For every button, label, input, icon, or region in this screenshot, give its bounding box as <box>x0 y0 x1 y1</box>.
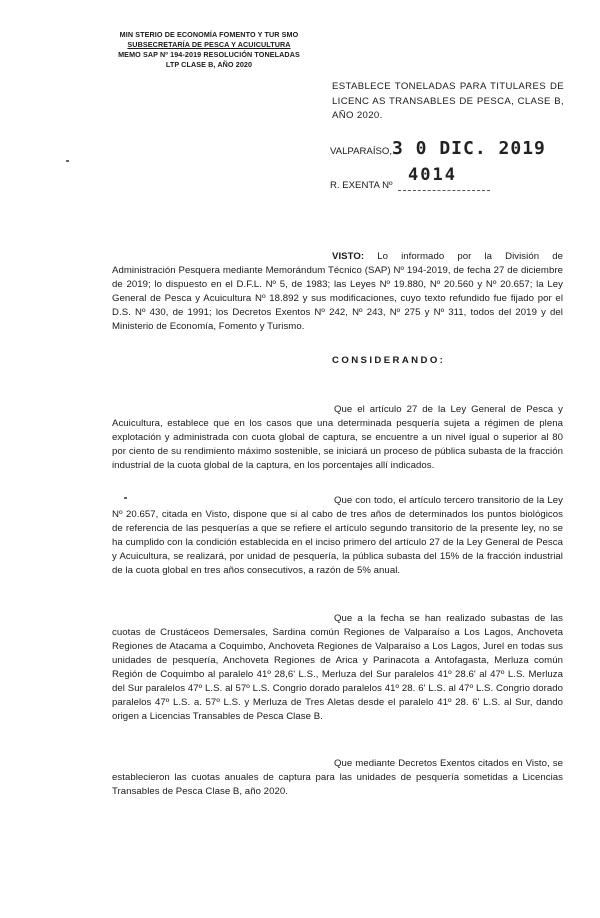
memo-reference: MEMO SAP Nº 194-2019 RESOLUCIÓN TONELADAS <box>118 50 300 59</box>
considerando-paragraph: Que con todo, el artículo tercero transitorio de la Ley Nº 20.657, citada en Visto, dispone que si al cabo de tres años de determinados los puntos biológicos de referencia de las pesquerías a que se refiere el artículo segundo transitorio de la presente ley, no se ha cumplido con la condición establecida en el inciso primero del artículo 27 de la Ley General de Pesca y Acuicultura, se realizará, por unidad de pesquería, la pública subasta del 15% de la fracción industrial de la cuota global en tres años consecutivos, a razón de 5% anual. <box>112 495 563 576</box>
subsecretaria-name: SUBSECRETARÍA DE PESCA Y ACUICULTURA <box>127 40 291 49</box>
memo-reference-2: LTP CLASE B, AÑO 2020 <box>165 60 253 69</box>
considerando-heading: CONSIDERANDO: <box>332 355 446 366</box>
date-stamp: 3 0 DIC. 2019 <box>392 138 546 159</box>
resolution-subject: ESTABLECE TONELADAS PARA TITULARES DE LICENC AS TRANSABLES DE PESCA, CLASE B, AÑO 2020. <box>332 81 564 121</box>
visto-paragraph <box>112 250 563 334</box>
visto-label: VISTO: <box>332 251 365 262</box>
exenta-label: R. EXENTA Nº <box>330 180 393 191</box>
resolution-number-stamp: 4014 <box>408 165 457 185</box>
visto-text: Lo informado por la División de Administración Pesquera mediante Memorándum Técnico (SAP) Nº 194-2019, de fecha 27 de diciembre de 2019; lo dispuesto en el D.F.L. Nº 5, de 1983; las Leyes Nº 19.880, Nº 20.560 y Nº 20.657; la Ley General de Pesca y Acuicultura Nº 18.892 y sus modificaciones, cuyo texto refundido fue fijado por el D.S. Nº 430, de 1991; los Decretos Exentos Nº 242, Nº 243, Nº 275 y Nº 311, todos del 2019 y del Ministerio de Economía, Fomento y Turismo. <box>112 251 563 332</box>
considerando-paragraph: Que a la fecha se han realizado subastas de las cuotas de Crustáceos Demersales, Sardina común Regiones de Valparaíso a Los Lagos, Anchoveta Regiones de Atacama a Coquimbo, Anchoveta Regiones de Valparaíso a Los Lagos, Jurel en todas sus unidades de pesquería, Anchoveta Regiones de Arica y Parinacota a Antofagasta, Merluza común Región de Coquimbo al paralelo 41º 28,6' L.S., Merluza del Sur paralelos 41º 28.6' al 47º L.S. Merluza del Sur paralelos 47º L.S. al 57º L.S. Congrio dorado paralelos 41º 28. 6' L.S. al 47º L.S. Congrio dorado paralelos 47º L.S. a. 57º L.S. y Merluza de Tres Aletas desde el paralelo 41º 28. 6' L.S. al Sur, dando origen a Licencias Transables de Pesca Clase B. <box>112 613 563 722</box>
scan-speck <box>124 497 127 499</box>
ministry-name: MIN STERIO DE ECONOMÍA FOMENTO Y TUR SMO <box>119 30 299 39</box>
place-label: VALPARAÍSO, <box>330 146 393 157</box>
letterhead <box>104 30 314 70</box>
scan-speck <box>66 160 69 162</box>
considerando-paragraph: Que mediante Decretos Exentos citados en Visto, se establecieron las cuotas anuales de captura para las unidades de pesquería sometidas a Licencias Transables de Pesca Clase B, año 2020. <box>112 758 563 797</box>
exenta-underline <box>398 190 490 191</box>
considerando-paragraph: Que el artículo 27 de la Ley General de Pesca y Acuicultura, establece que en los casos que una determinada pesquería sujeta a régimen de plena explotación y administrada con cuota global de captura, se encuentre a un nivel igual o superior al 80 por ciento de su rendimiento máximo sostenible, se iniciará un proceso de pública subasta de la fracción industrial de la cuota global de la captura, en los porcentajes allí indicados. <box>112 404 563 471</box>
